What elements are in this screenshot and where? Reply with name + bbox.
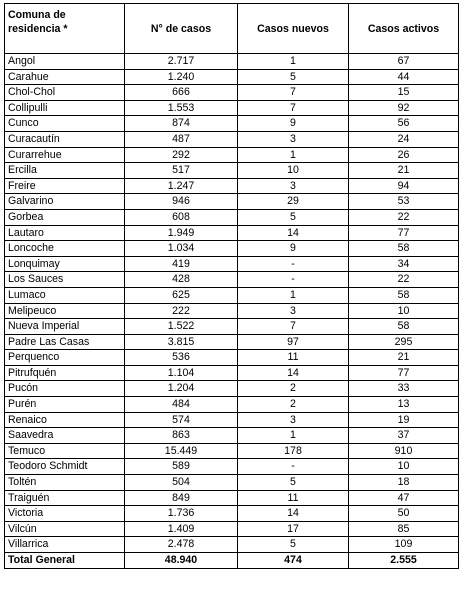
table-row [5, 537, 459, 553]
table-row [5, 334, 459, 350]
new-cases: - [238, 459, 349, 475]
total-cases: 419 [125, 256, 238, 272]
new-cases: 9 [238, 241, 349, 257]
table-row [5, 365, 459, 381]
active-cases: 92 [349, 100, 459, 116]
commune-name: Freire [5, 178, 125, 194]
active-cases: 22 [349, 209, 459, 225]
new-cases: 3 [238, 412, 349, 428]
active-cases: 33 [349, 381, 459, 397]
commune-name: Lonquimay [5, 256, 125, 272]
total-cases: 1.522 [125, 319, 238, 335]
new-cases: 1 [238, 428, 349, 444]
total-cases: 222 [125, 303, 238, 319]
active-cases: 21 [349, 350, 459, 366]
total-cases: 946 [125, 194, 238, 210]
total-cases: 1.553 [125, 100, 238, 116]
table-row [5, 116, 459, 132]
new-cases: 1 [238, 147, 349, 163]
new-cases: 3 [238, 303, 349, 319]
active-cases: 18 [349, 475, 459, 491]
commune-name: Traiguén [5, 490, 125, 506]
cases-by-commune-table [4, 3, 459, 569]
active-cases: 58 [349, 241, 459, 257]
new-cases: 7 [238, 85, 349, 101]
commune-name: Carahue [5, 69, 125, 85]
new-cases: 5 [238, 537, 349, 553]
new-cases: 2 [238, 397, 349, 413]
total-cases: 1.949 [125, 225, 238, 241]
table-row [5, 131, 459, 147]
commune-name: Toltén [5, 475, 125, 491]
commune-name: Galvarino [5, 194, 125, 210]
total-cases: 536 [125, 350, 238, 366]
new-cases: 5 [238, 209, 349, 225]
active-cases: 44 [349, 69, 459, 85]
table-row [5, 521, 459, 537]
table-row [5, 194, 459, 210]
active-cases: 53 [349, 194, 459, 210]
total-new-cases: 474 [238, 553, 349, 569]
commune-name: Collipulli [5, 100, 125, 116]
table-row [5, 163, 459, 179]
header-active-cases: Casos activos [349, 4, 459, 54]
table-row [5, 85, 459, 101]
commune-name: Teodoro Schmidt [5, 459, 125, 475]
active-cases: 26 [349, 147, 459, 163]
active-cases: 21 [349, 163, 459, 179]
commune-name: Curarrehue [5, 147, 125, 163]
new-cases: 178 [238, 443, 349, 459]
commune-name: Perquenco [5, 350, 125, 366]
commune-name: Chol-Chol [5, 85, 125, 101]
active-cases: 50 [349, 506, 459, 522]
table-row [5, 319, 459, 335]
commune-name: Melipeuco [5, 303, 125, 319]
new-cases: 14 [238, 225, 349, 241]
total-cases: 2.717 [125, 54, 238, 70]
table-row [5, 147, 459, 163]
header-commune: Comuna de residencia * [5, 4, 125, 54]
total-cases: 48.940 [125, 553, 238, 569]
commune-name: Temuco [5, 443, 125, 459]
commune-name: Pitrufquén [5, 365, 125, 381]
new-cases: 17 [238, 521, 349, 537]
new-cases: 7 [238, 319, 349, 335]
table-row [5, 54, 459, 70]
total-cases: 863 [125, 428, 238, 444]
active-cases: 910 [349, 443, 459, 459]
total-cases: 608 [125, 209, 238, 225]
commune-name: Loncoche [5, 241, 125, 257]
table-row [5, 225, 459, 241]
table-row [5, 412, 459, 428]
commune-name: Lumaco [5, 287, 125, 303]
total-cases: 487 [125, 131, 238, 147]
total-cases: 1.034 [125, 241, 238, 257]
table-row [5, 287, 459, 303]
new-cases: 3 [238, 131, 349, 147]
table-row [5, 490, 459, 506]
new-cases: 1 [238, 287, 349, 303]
new-cases: 29 [238, 194, 349, 210]
active-cases: 109 [349, 537, 459, 553]
commune-name: Ercilla [5, 163, 125, 179]
active-cases: 15 [349, 85, 459, 101]
commune-name: Los Sauces [5, 272, 125, 288]
active-cases: 47 [349, 490, 459, 506]
table-row [5, 397, 459, 413]
active-cases: 85 [349, 521, 459, 537]
new-cases: 2 [238, 381, 349, 397]
total-cases: 1.104 [125, 365, 238, 381]
new-cases: 3 [238, 178, 349, 194]
active-cases: 94 [349, 178, 459, 194]
total-cases: 1.240 [125, 69, 238, 85]
new-cases: - [238, 272, 349, 288]
total-cases: 517 [125, 163, 238, 179]
active-cases: 34 [349, 256, 459, 272]
active-cases: 295 [349, 334, 459, 350]
total-cases: 1.247 [125, 178, 238, 194]
new-cases: 7 [238, 100, 349, 116]
active-cases: 58 [349, 287, 459, 303]
total-cases: 3.815 [125, 334, 238, 350]
table-row [5, 256, 459, 272]
active-cases: 58 [349, 319, 459, 335]
commune-name: Pucón [5, 381, 125, 397]
table-row [5, 209, 459, 225]
new-cases: 14 [238, 506, 349, 522]
table-row [5, 303, 459, 319]
new-cases: 97 [238, 334, 349, 350]
total-cases: 589 [125, 459, 238, 475]
table-row [5, 443, 459, 459]
new-cases: 5 [238, 69, 349, 85]
active-cases: 22 [349, 272, 459, 288]
total-cases: 666 [125, 85, 238, 101]
total-cases: 2.478 [125, 537, 238, 553]
active-cases: 13 [349, 397, 459, 413]
new-cases: 14 [238, 365, 349, 381]
total-cases: 15.449 [125, 443, 238, 459]
table-row [5, 475, 459, 491]
total-cases: 574 [125, 412, 238, 428]
commune-name: Angol [5, 54, 125, 70]
table-total-row [5, 553, 459, 569]
new-cases: 9 [238, 116, 349, 132]
commune-name: Lautaro [5, 225, 125, 241]
total-cases: 1.409 [125, 521, 238, 537]
new-cases: 1 [238, 54, 349, 70]
table-row [5, 381, 459, 397]
total-cases: 849 [125, 490, 238, 506]
commune-name: Gorbea [5, 209, 125, 225]
active-cases: 77 [349, 365, 459, 381]
commune-name: Padre Las Casas [5, 334, 125, 350]
total-cases: 1.736 [125, 506, 238, 522]
commune-name: Cunco [5, 116, 125, 132]
total-label: Total General [5, 553, 125, 569]
table-row [5, 506, 459, 522]
table-row [5, 241, 459, 257]
table-row [5, 350, 459, 366]
table-row [5, 178, 459, 194]
commune-name: Villarrica [5, 537, 125, 553]
active-cases: 24 [349, 131, 459, 147]
active-cases: 19 [349, 412, 459, 428]
total-active-cases: 2.555 [349, 553, 459, 569]
active-cases: 10 [349, 459, 459, 475]
commune-name: Curacautín [5, 131, 125, 147]
active-cases: 10 [349, 303, 459, 319]
total-cases: 1.204 [125, 381, 238, 397]
new-cases: 10 [238, 163, 349, 179]
total-cases: 484 [125, 397, 238, 413]
new-cases: 11 [238, 350, 349, 366]
new-cases: 11 [238, 490, 349, 506]
commune-name: Purén [5, 397, 125, 413]
active-cases: 67 [349, 54, 459, 70]
total-cases: 292 [125, 147, 238, 163]
active-cases: 37 [349, 428, 459, 444]
table-header-row [5, 4, 459, 54]
total-cases: 625 [125, 287, 238, 303]
table-row [5, 459, 459, 475]
table-row [5, 69, 459, 85]
commune-name: Saavedra [5, 428, 125, 444]
active-cases: 77 [349, 225, 459, 241]
total-cases: 428 [125, 272, 238, 288]
header-total-cases: N° de casos [125, 4, 238, 54]
table-body [5, 54, 459, 553]
commune-name: Renaico [5, 412, 125, 428]
header-new-cases: Casos nuevos [238, 4, 349, 54]
total-cases: 504 [125, 475, 238, 491]
active-cases: 56 [349, 116, 459, 132]
table-row [5, 100, 459, 116]
table-row [5, 428, 459, 444]
commune-name: Nueva Imperial [5, 319, 125, 335]
total-cases: 874 [125, 116, 238, 132]
commune-name: Victoria [5, 506, 125, 522]
table-row [5, 272, 459, 288]
new-cases: 5 [238, 475, 349, 491]
commune-name: Vilcún [5, 521, 125, 537]
new-cases: - [238, 256, 349, 272]
